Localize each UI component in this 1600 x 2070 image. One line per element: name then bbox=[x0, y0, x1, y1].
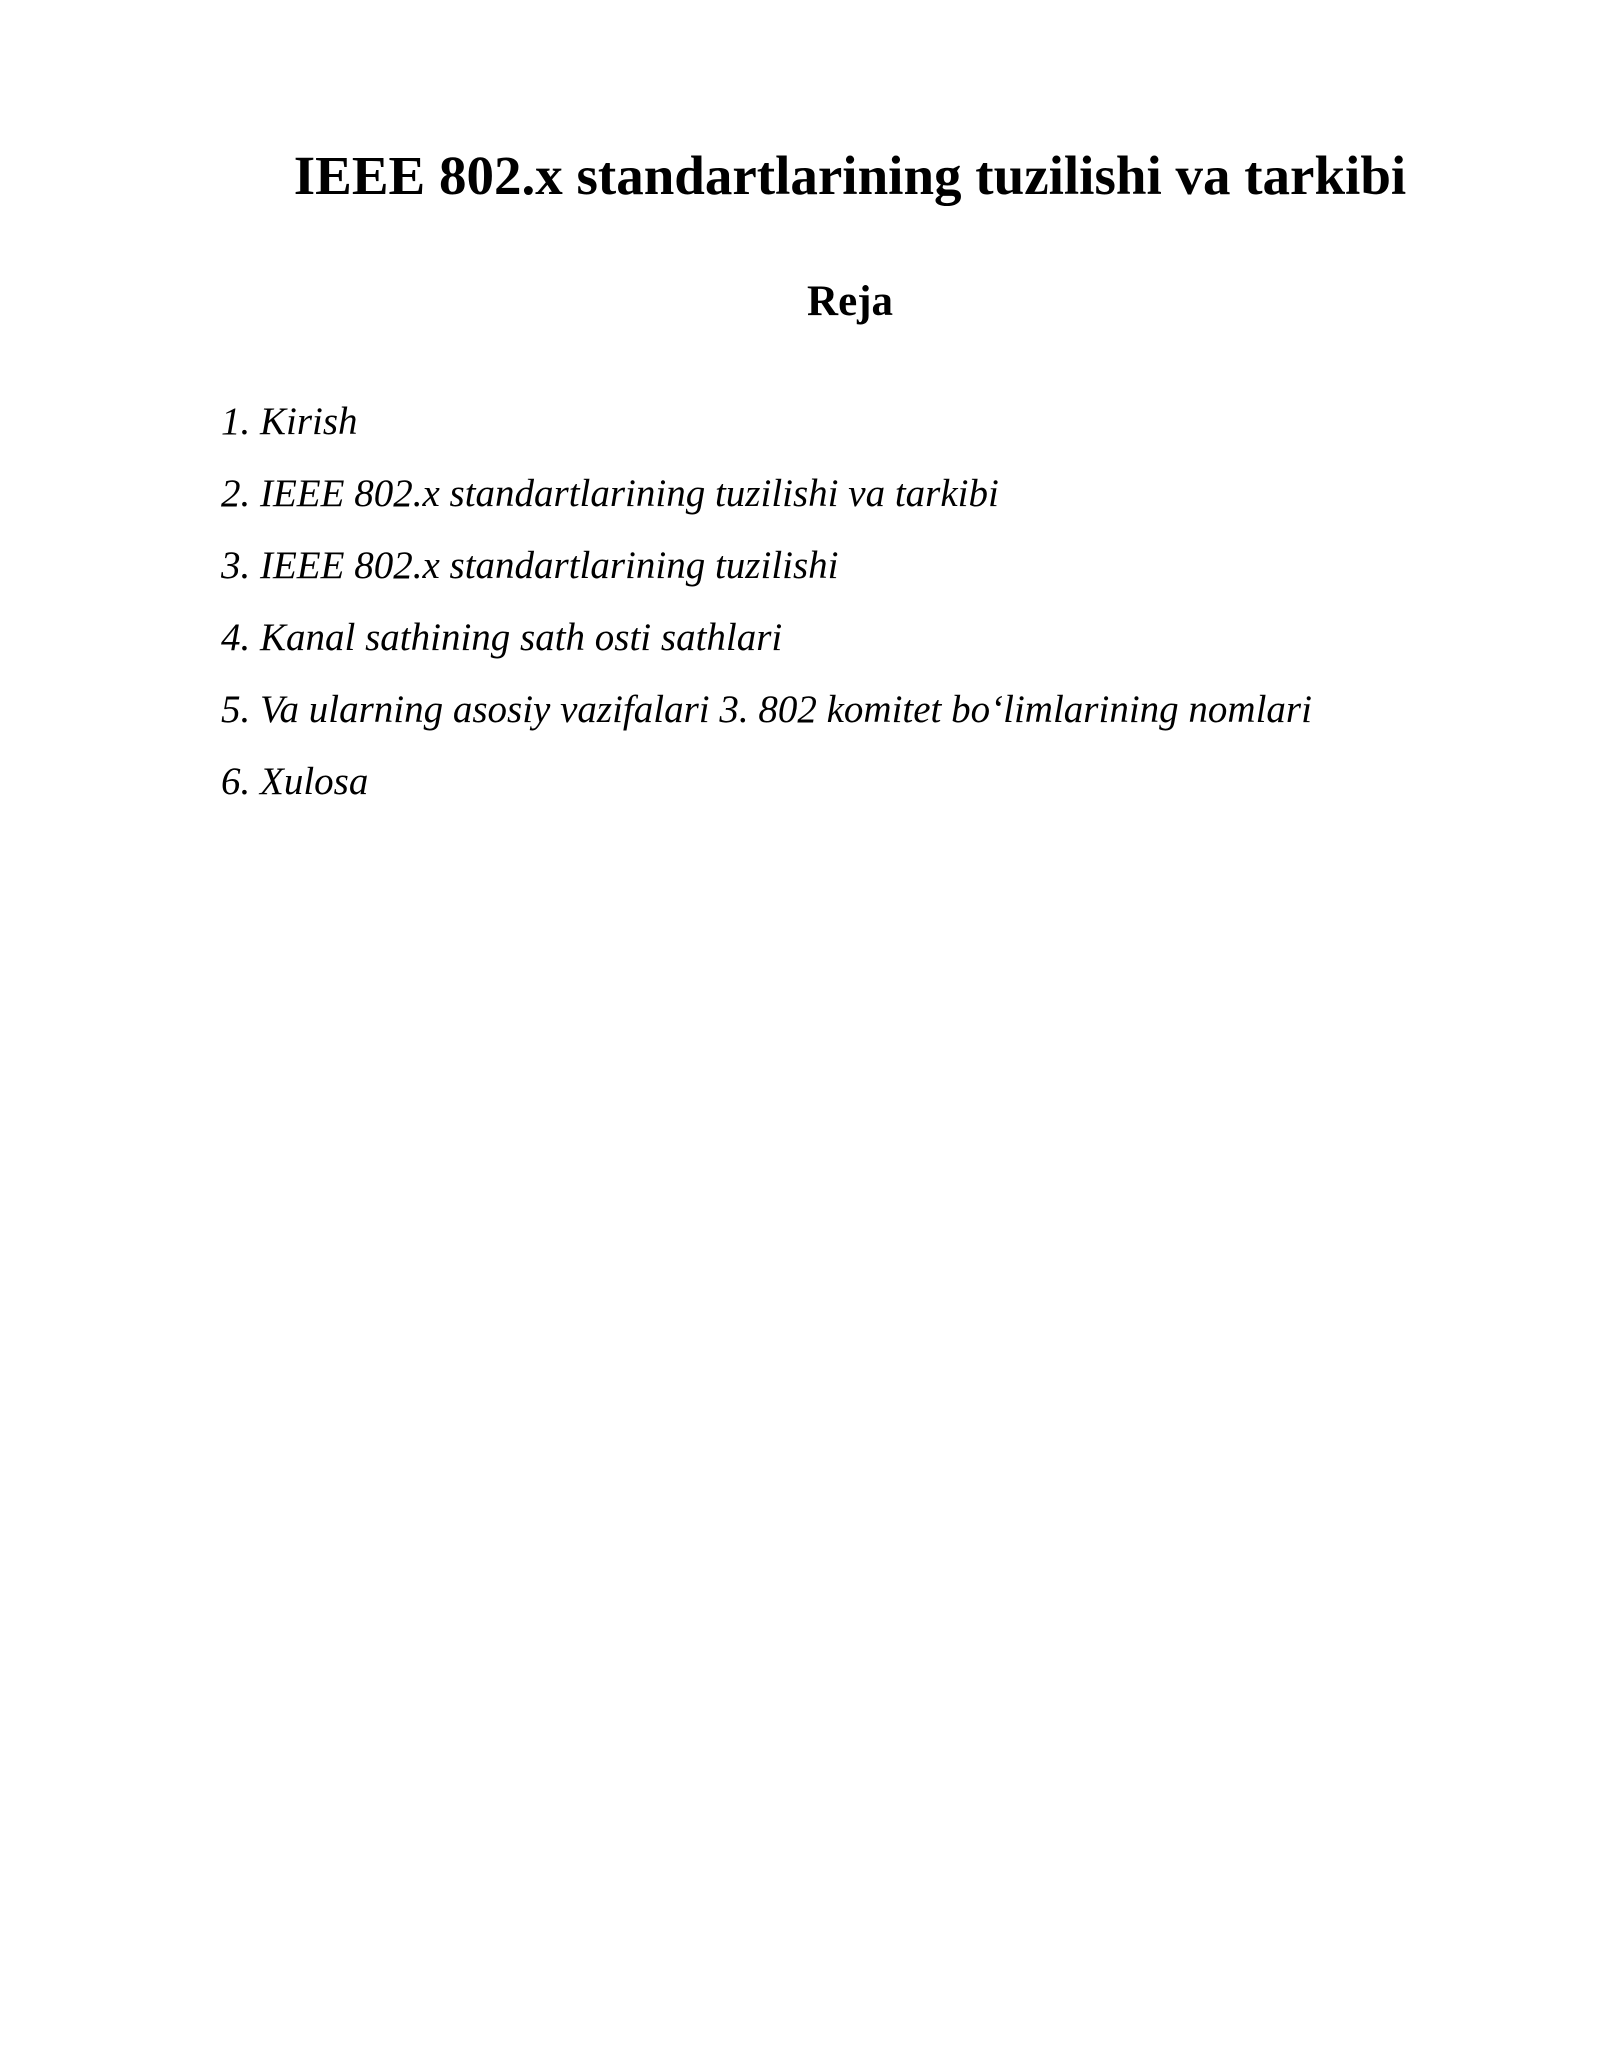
plan-item: 3. IEEE 802.x standartlarining tuzilishi bbox=[221, 544, 839, 587]
document-title: IEEE 802.x standartlarining tuzilishi va tarkibi bbox=[293, 145, 1407, 206]
plan-item: 6. Xulosa bbox=[221, 760, 369, 803]
plan-item: 5. Va ularning asosiy vazifalari 3. 802 komitet bo‘limlarining nomlari bbox=[221, 688, 1312, 731]
plan-item: 4. Kanal sathining sath osti sathlari bbox=[221, 616, 783, 659]
plan-heading: Reja bbox=[807, 278, 893, 325]
plan-list bbox=[221, 386, 1312, 818]
plan-item: 1. Kirish bbox=[221, 400, 358, 443]
plan-item: 2. IEEE 802.x standartlarining tuzilishi va tarkibi bbox=[221, 472, 999, 515]
